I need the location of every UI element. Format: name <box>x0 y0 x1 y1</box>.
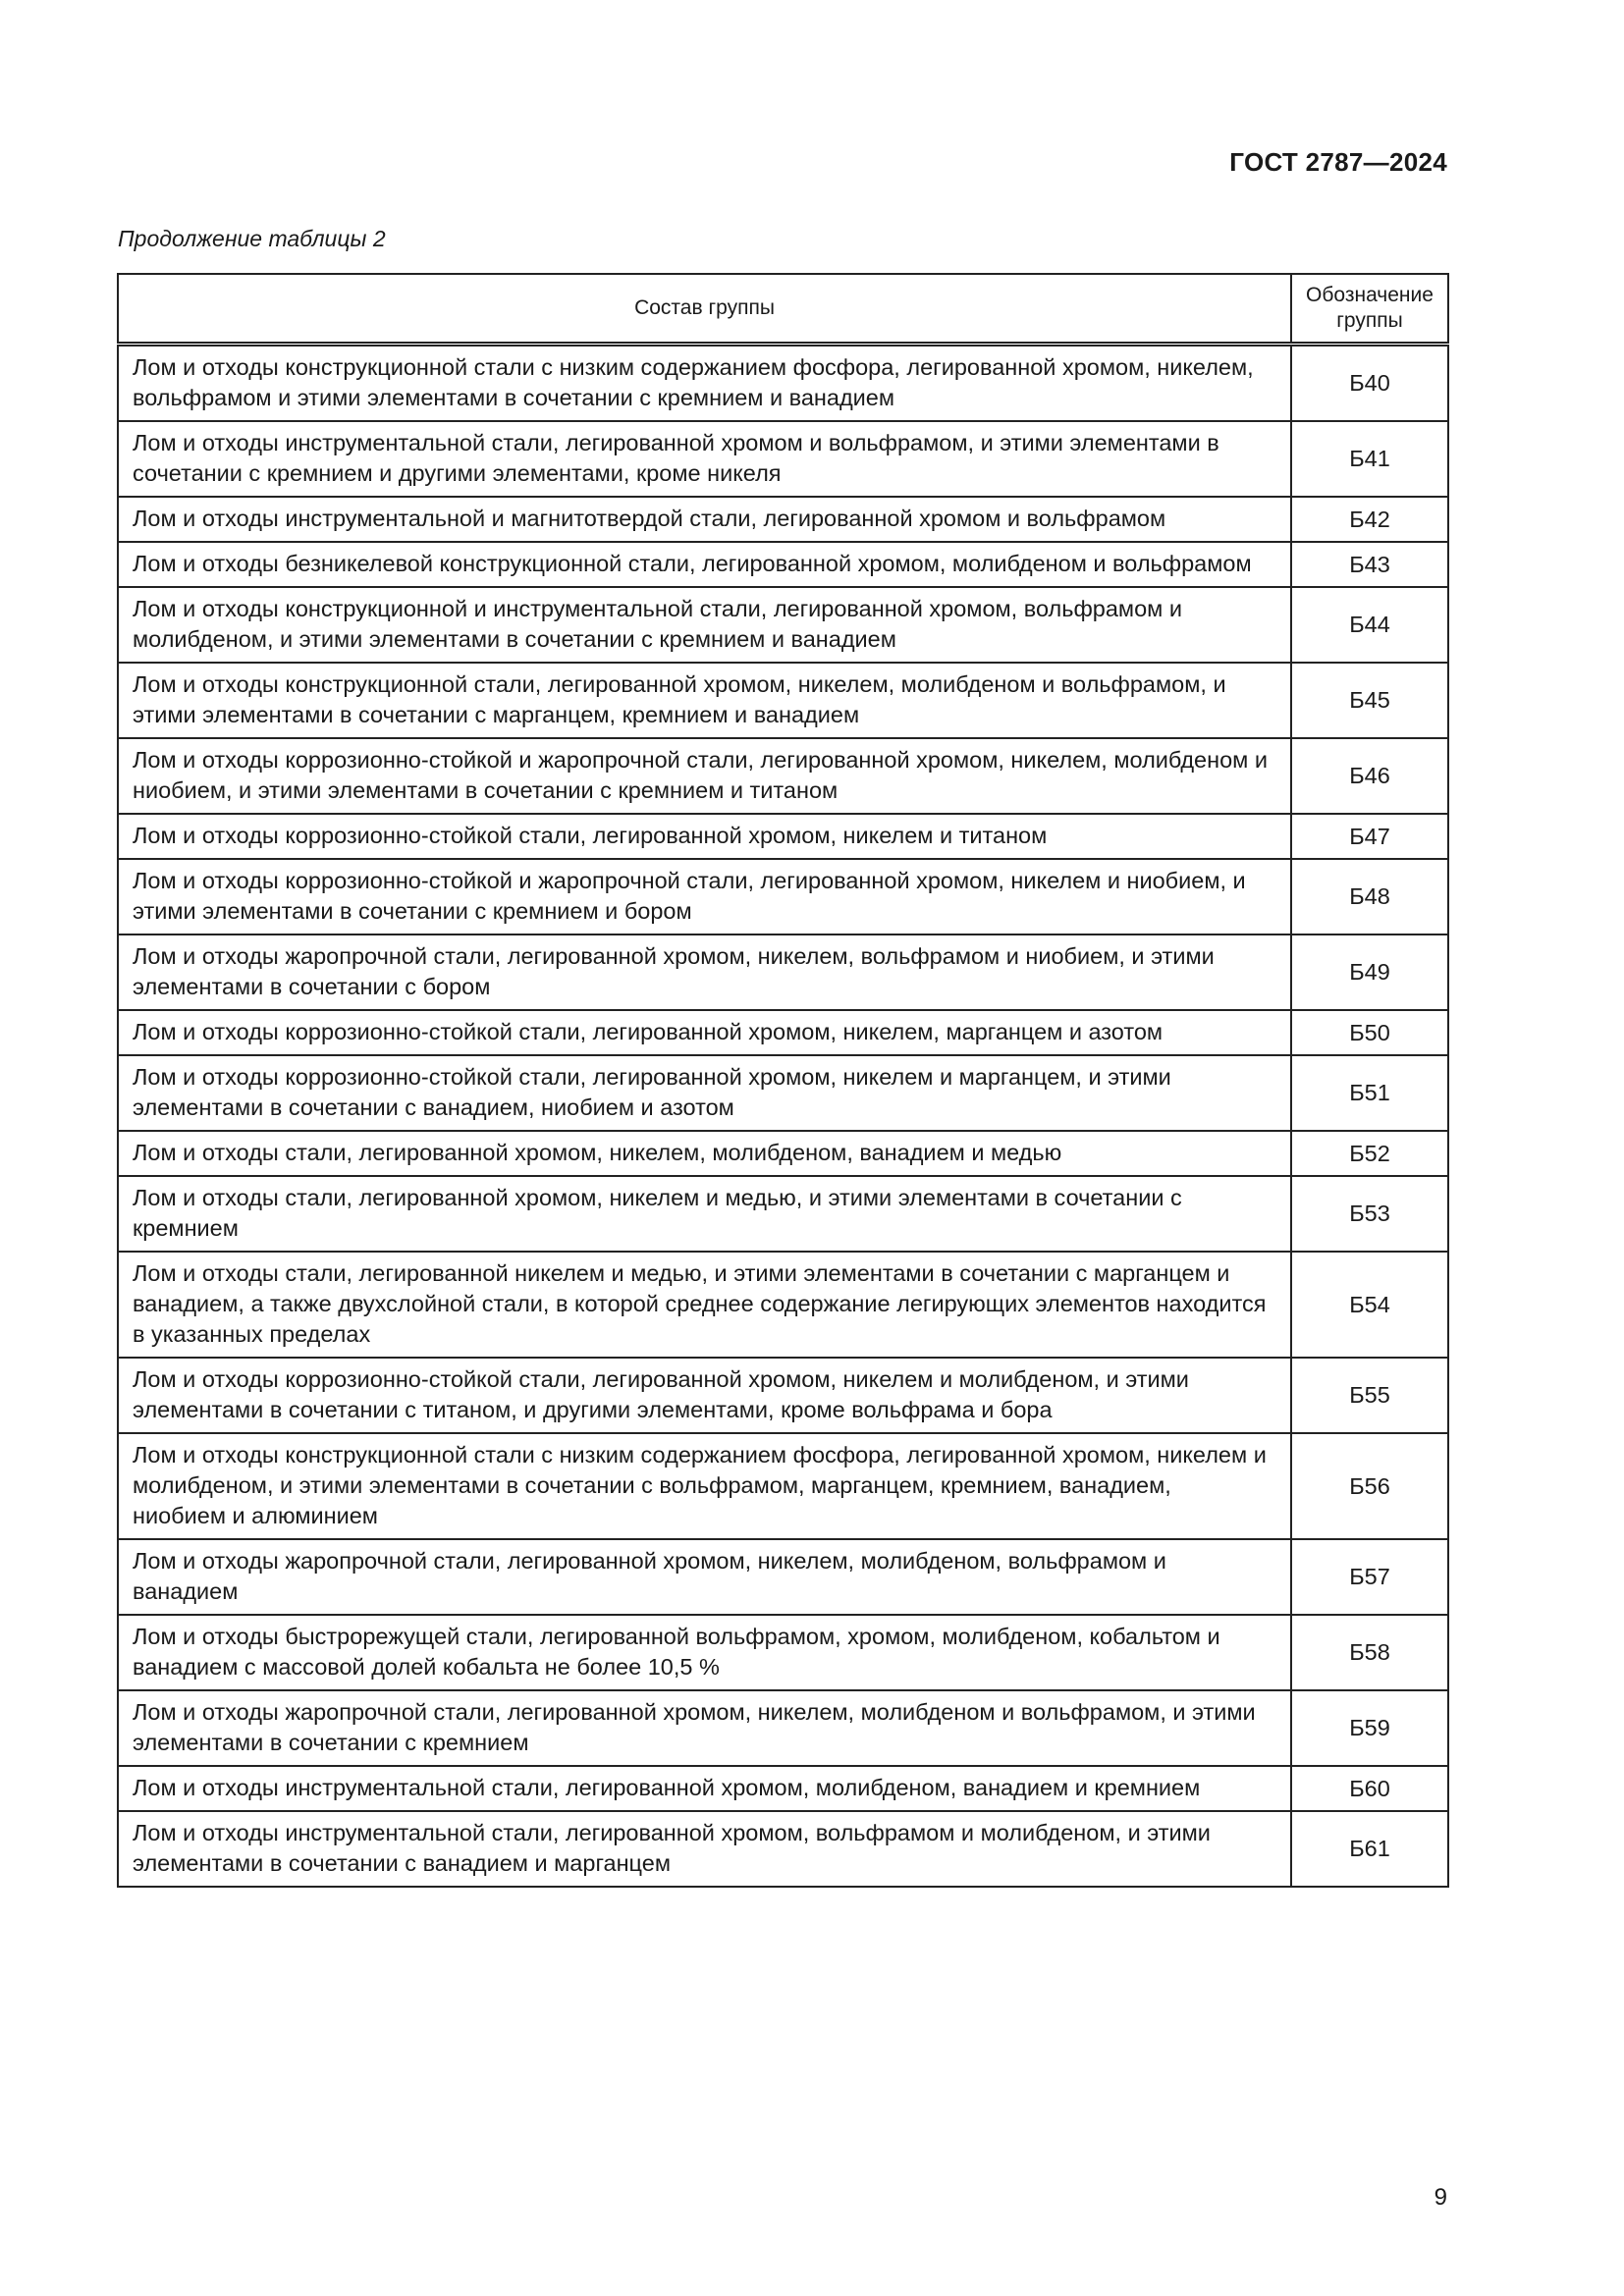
table-row <box>118 1010 1448 1055</box>
group-composition: Лом и отходы коррозионно-стойкой и жаропрочной стали, легированной хромом, никелем, молибденом и ниобием, и этими элементами в сочетании с кремнием и титаном <box>118 738 1291 814</box>
table-row <box>118 738 1448 814</box>
table-row <box>118 497 1448 542</box>
group-composition: Лом и отходы инструментальной стали, легированной хромом, вольфрамом и молибденом, и этими элементами в сочетании с ванадием и марганцем <box>118 1811 1291 1887</box>
group-composition: Лом и отходы жаропрочной стали, легированной хромом, никелем, молибденом, вольфрамом и ванадием <box>118 1539 1291 1615</box>
group-designation: Б47 <box>1291 814 1448 859</box>
table-row <box>118 1811 1448 1887</box>
group-composition: Лом и отходы жаропрочной стали, легированной хромом, никелем, вольфрамом и ниобием, и этими элементами в сочетании с бором <box>118 934 1291 1010</box>
group-designation: Б42 <box>1291 497 1448 542</box>
group-designation: Б49 <box>1291 934 1448 1010</box>
table-row <box>118 1433 1448 1539</box>
group-designation: Б60 <box>1291 1766 1448 1811</box>
group-designation: Б50 <box>1291 1010 1448 1055</box>
group-composition: Лом и отходы инструментальной стали, легированной хромом и вольфрамом, и этими элементами в сочетании с кремнием и другими элементами, кроме никеля <box>118 421 1291 497</box>
group-composition: Лом и отходы конструкционной и инструментальной стали, легированной хромом, вольфрамом и молибденом, и этими элементами в сочетании с кремнием и ванадием <box>118 587 1291 663</box>
table-row <box>118 1766 1448 1811</box>
table-row <box>118 345 1448 422</box>
table-row <box>118 1539 1448 1615</box>
table-row <box>118 814 1448 859</box>
table-row <box>118 1358 1448 1433</box>
table-row <box>118 1176 1448 1252</box>
group-designation: Б61 <box>1291 1811 1448 1887</box>
table-row <box>118 934 1448 1010</box>
group-designation: Б54 <box>1291 1252 1448 1358</box>
column-header-designation: Обозначение группы <box>1291 274 1448 345</box>
group-designation: Б51 <box>1291 1055 1448 1131</box>
group-composition: Лом и отходы коррозионно-стойкой стали, легированной хромом, никелем и марганцем, и этими элементами в сочетании с ванадием, ниобием и азотом <box>118 1055 1291 1131</box>
group-composition: Лом и отходы стали, легированной хромом, никелем и медью, и этими элементами в сочетании с кремнием <box>118 1176 1291 1252</box>
table-row <box>118 859 1448 934</box>
group-composition: Лом и отходы быстрорежущей стали, легированной вольфрамом, хромом, молибденом, кобальтом и ванадием с массовой долей кобальта не более 10,5 % <box>118 1615 1291 1690</box>
group-designation: Б53 <box>1291 1176 1448 1252</box>
table-row <box>118 1131 1448 1176</box>
page-number: 9 <box>1434 2184 1447 2211</box>
table-row <box>118 421 1448 497</box>
group-composition: Лом и отходы конструкционной стали с низким содержанием фосфора, легированной хромом, никелем, вольфрамом и этими элементами в сочетании с кремнием и ванадием <box>118 345 1291 422</box>
group-designation: Б46 <box>1291 738 1448 814</box>
group-composition: Лом и отходы коррозионно-стойкой и жаропрочной стали, легированной хромом, никелем и ниобием, и этими элементами в сочетании с кремнием и бором <box>118 859 1291 934</box>
document-standard-number: ГОСТ 2787—2024 <box>1229 147 1447 177</box>
table-caption: Продолжение таблицы 2 <box>118 226 386 251</box>
group-composition: Лом и отходы безникелевой конструкционной стали, легированной хромом, молибденом и вольфрамом <box>118 542 1291 587</box>
group-composition: Лом и отходы инструментальной и магнитотвердой стали, легированной хромом и вольфрамом <box>118 497 1291 542</box>
group-composition: Лом и отходы коррозионно-стойкой стали, легированной хромом, никелем и титаном <box>118 814 1291 859</box>
group-composition: Лом и отходы стали, легированной никелем и медью, и этими элементами в сочетании с марганцем и ванадием, а также двухслойной стали, в которой среднее содержание легирующих элементов находится в указанных пределах <box>118 1252 1291 1358</box>
group-designation: Б44 <box>1291 587 1448 663</box>
group-designation: Б55 <box>1291 1358 1448 1433</box>
group-composition: Лом и отходы жаропрочной стали, легированной хромом, никелем, молибденом и вольфрамом, и этими элементами в сочетании с кремнием <box>118 1690 1291 1766</box>
table-row <box>118 1252 1448 1358</box>
group-designation: Б45 <box>1291 663 1448 738</box>
column-header-composition: Состав группы <box>118 274 1291 345</box>
group-composition: Лом и отходы коррозионно-стойкой стали, легированной хромом, никелем, марганцем и азотом <box>118 1010 1291 1055</box>
groups-table <box>117 273 1449 1888</box>
group-designation: Б52 <box>1291 1131 1448 1176</box>
group-composition: Лом и отходы конструкционной стали с низким содержанием фосфора, легированной хромом, никелем и молибденом, и этими элементами в сочетании с вольфрамом, марганцем, кремнием, ванадием, ниобием и алюминием <box>118 1433 1291 1539</box>
group-designation: Б57 <box>1291 1539 1448 1615</box>
table-header-row <box>118 274 1448 345</box>
group-designation: Б41 <box>1291 421 1448 497</box>
table-row <box>118 1055 1448 1131</box>
group-composition: Лом и отходы стали, легированной хромом, никелем, молибденом, ванадием и медью <box>118 1131 1291 1176</box>
group-designation: Б56 <box>1291 1433 1448 1539</box>
table-row <box>118 587 1448 663</box>
group-designation: Б58 <box>1291 1615 1448 1690</box>
group-designation: Б59 <box>1291 1690 1448 1766</box>
table-row <box>118 1690 1448 1766</box>
group-composition: Лом и отходы коррозионно-стойкой стали, легированной хромом, никелем и молибденом, и этими элементами в сочетании с титаном, и другими элементами, кроме вольфрама и бора <box>118 1358 1291 1433</box>
group-composition: Лом и отходы инструментальной стали, легированной хромом, молибденом, ванадием и кремнием <box>118 1766 1291 1811</box>
table-row <box>118 1615 1448 1690</box>
table-row <box>118 663 1448 738</box>
group-designation: Б43 <box>1291 542 1448 587</box>
table-row <box>118 542 1448 587</box>
group-designation: Б48 <box>1291 859 1448 934</box>
group-designation: Б40 <box>1291 345 1448 422</box>
group-composition: Лом и отходы конструкционной стали, легированной хромом, никелем, молибденом и вольфрамом, и этими элементами в сочетании с марганцем, кремнием и ванадием <box>118 663 1291 738</box>
